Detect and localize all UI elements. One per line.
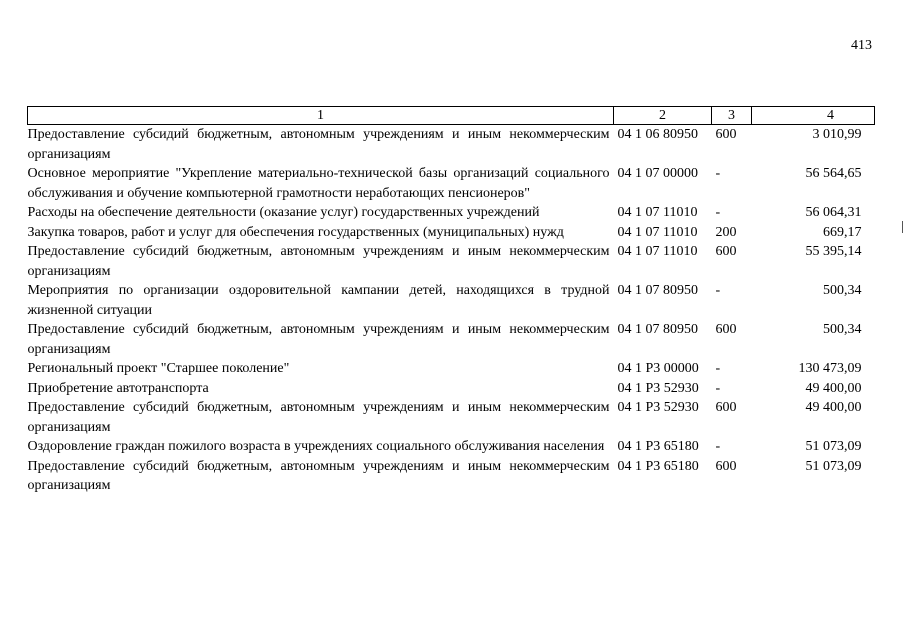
- page-number: 413: [851, 38, 872, 53]
- row-name: Расходы на обеспечение деятельности (оказание услуг) государственных учреждений: [27, 205, 540, 220]
- header-col-1: 1: [28, 107, 614, 125]
- row-code: 04 1 06 80950: [617, 127, 698, 142]
- row-code: 04 1 P3 00000: [617, 361, 699, 376]
- row-amount: 51 073,09: [805, 439, 862, 454]
- header-row: [28, 107, 875, 125]
- table-row: [28, 164, 875, 203]
- row-code: 04 1 P3 52930: [617, 400, 699, 415]
- table-row: [28, 457, 875, 496]
- row-amount: 669,17: [823, 224, 862, 240]
- row-name: Предоставление субсидий бюджетным, автономным учреждениям и иным некоммерческим организациям: [27, 400, 610, 435]
- row-amount: 500,34: [823, 283, 862, 298]
- table-row: [28, 242, 875, 281]
- margin-mark: [902, 221, 903, 233]
- row-type: -: [715, 166, 721, 181]
- row-name: Закупка товаров, работ и услуг для обеспечения государственных (муниципальных) нужд: [27, 224, 564, 240]
- table-row: [28, 125, 875, 165]
- row-name: Основное мероприятие "Укрепление материально-технической базы организаций социального обслуживания и обучение компьютерной грамотности неработающих пенсионеров": [27, 166, 610, 201]
- row-type: -: [715, 205, 721, 220]
- row-name: Предоставление субсидий бюджетным, автономным учреждениям и иным некоммерческим организациям: [27, 244, 610, 279]
- table-row: [28, 203, 875, 223]
- row-amount: 500,34: [823, 322, 862, 337]
- row-code: 04 1 07 11010: [617, 205, 698, 220]
- row-amount: 56 064,31: [805, 205, 862, 220]
- row-type: -: [715, 380, 721, 396]
- row-amount: 49 400,00: [805, 380, 862, 396]
- row-type: 600: [715, 322, 737, 337]
- row-type: 600: [715, 244, 737, 259]
- header-col-2: 2: [614, 107, 712, 125]
- row-code: 04 1 07 00000: [617, 166, 698, 181]
- row-name: Мероприятия по организации оздоровительной кампании детей, находящихся в трудной жизненной ситуации: [27, 283, 610, 318]
- row-type: -: [715, 439, 721, 454]
- row-type: 600: [715, 400, 737, 415]
- table-row: [28, 223, 875, 243]
- row-code: 04 1 07 80950: [617, 322, 698, 337]
- row-amount: 51 073,09: [805, 458, 862, 474]
- row-type: 200: [715, 224, 737, 240]
- row-code: 04 1 07 80950: [617, 283, 698, 298]
- row-code: 04 1 07 11010: [617, 244, 698, 259]
- table-row: [28, 398, 875, 437]
- row-code: 04 1 P3 65180: [617, 439, 699, 454]
- header-col-4: 4: [752, 107, 875, 125]
- table-row: [28, 359, 875, 379]
- row-type: -: [715, 361, 721, 376]
- row-name: Предоставление субсидий бюджетным, автономным учреждениям и иным некоммерческим организациям: [27, 127, 610, 162]
- row-code: 04 1 P3 52930: [617, 380, 699, 396]
- table-body: [28, 125, 875, 496]
- table-row: [28, 379, 875, 399]
- row-name: Региональный проект "Старшее поколение": [27, 361, 290, 376]
- row-amount: 55 395,14: [805, 244, 862, 259]
- row-amount: 3 010,99: [812, 127, 862, 142]
- row-code: 04 1 P3 65180: [617, 458, 699, 474]
- table-row: [28, 437, 875, 457]
- row-name: Оздоровление граждан пожилого возраста в учреждениях социального обслуживания населения: [27, 439, 605, 454]
- row-name: Предоставление субсидий бюджетным, автономным учреждениям и иным некоммерческим организациям: [27, 458, 610, 493]
- row-type: 600: [715, 127, 737, 142]
- row-name: Приобретение автотранспорта: [27, 380, 209, 396]
- row-amount: 56 564,65: [805, 166, 862, 181]
- budget-table: [27, 106, 875, 496]
- row-amount: 130 473,09: [798, 361, 862, 376]
- row-type: -: [715, 283, 721, 298]
- row-code: 04 1 07 11010: [617, 224, 698, 240]
- table-row: [28, 320, 875, 359]
- row-type: 600: [715, 458, 737, 474]
- row-name: Предоставление субсидий бюджетным, автономным учреждениям и иным некоммерческим организациям: [27, 322, 610, 357]
- row-amount: 49 400,00: [805, 400, 862, 415]
- header-col-3: 3: [712, 107, 752, 125]
- table-row: [28, 281, 875, 320]
